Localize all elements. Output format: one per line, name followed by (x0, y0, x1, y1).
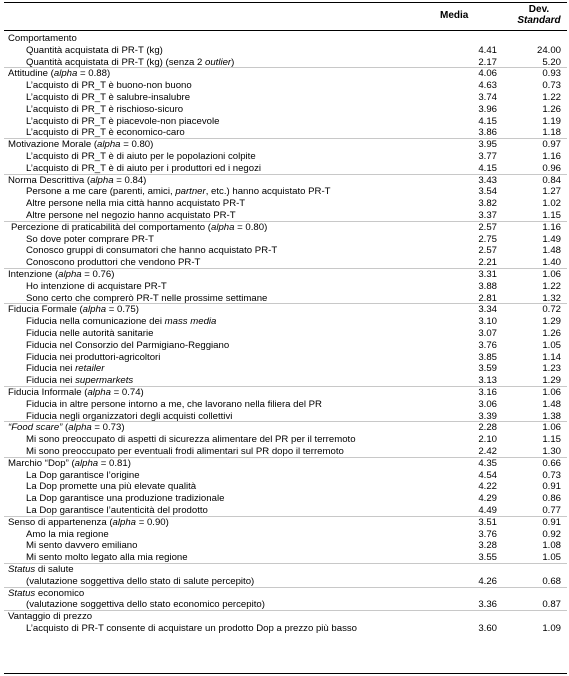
media-value: 3.54 (478, 186, 497, 198)
item-row (0, 529, 569, 540)
group-title-text: Norma Descrittiva ( (8, 174, 91, 186)
group-header-row (0, 304, 569, 315)
media-value: 3.77 (478, 151, 497, 162)
item-label: (valutazione soggettiva dello stato economico percepito) (26, 599, 265, 611)
item-label-italic: partner (175, 186, 206, 198)
item-label: L’acquisto di PR_T è economico-caro (26, 127, 185, 139)
media-value: 3.34 (478, 304, 497, 316)
item-row (0, 293, 569, 304)
dev-standard-value: 1.48 (542, 245, 561, 257)
dev-standard-value: 1.26 (542, 103, 561, 115)
media-value: 3.07 (478, 328, 497, 339)
item-label: Fiducia negli organizzatori degli acquisti collettivi (26, 410, 233, 422)
item-row (0, 352, 569, 363)
alpha-label: alpha (74, 457, 99, 469)
item-row (0, 470, 569, 481)
dev-standard-value: 1.06 (542, 422, 561, 434)
alpha-value: = 0.81) (98, 457, 131, 469)
item-label: Sono certo che comprerò PR-T nelle prossime settimane (26, 292, 268, 304)
dev-standard-value: 1.05 (542, 339, 561, 351)
item-row (0, 127, 569, 138)
dev-standard-value: 1.16 (542, 151, 561, 162)
alpha-label: alpha (97, 139, 121, 151)
dev-standard-value: 1.22 (542, 92, 561, 103)
group-title-italic: Status (8, 564, 36, 575)
dev-standard-value: 0.73 (542, 80, 561, 92)
item-row (0, 375, 569, 386)
item-label: La Dop promette una più elevate qualità (26, 481, 197, 493)
dev-standard-value: 1.06 (542, 387, 561, 398)
dev-standard-value: 1.27 (542, 186, 561, 198)
group-title (8, 269, 114, 280)
group-title-text: Attitudine ( (8, 68, 54, 80)
item-row (0, 340, 569, 351)
alpha-value: = 0.80) (234, 221, 268, 233)
item-row (0, 411, 569, 422)
group-title (8, 588, 84, 599)
column-header-dev-standard (512, 4, 566, 26)
group-title (8, 458, 131, 469)
media-value: 4.06 (478, 68, 497, 80)
item-row (0, 163, 569, 174)
media-value: 3.59 (478, 363, 497, 375)
dev-standard-value: 1.19 (542, 115, 561, 127)
group-title (8, 564, 74, 575)
item-row (0, 363, 569, 374)
alpha-label: alpha (112, 516, 137, 528)
media-value: 3.13 (478, 375, 497, 387)
item-label: Mi sono preoccupato per eventuali frodi alimentari sul PR dopo il terremoto (26, 446, 344, 457)
media-value: 3.60 (478, 623, 497, 634)
media-value: 3.16 (478, 387, 497, 398)
media-value: 4.41 (478, 44, 497, 56)
group-title-text: Marchio “Dop” ( (8, 457, 75, 469)
alpha-label: alpha (82, 304, 107, 316)
table-bottom-rule (4, 673, 567, 674)
group-title (8, 33, 77, 44)
group-header-row (0, 387, 569, 398)
media-value: 4.15 (478, 115, 497, 127)
item-label: L’acquisto di PR_T è di aiuto per i produttori ed i negozi (26, 162, 262, 174)
group-header-row (0, 222, 569, 233)
item-row (0, 257, 569, 268)
media-value: 4.54 (478, 469, 497, 481)
media-value: 3.36 (478, 599, 497, 611)
dev-standard-value: 1.15 (542, 434, 561, 446)
item-row (0, 481, 569, 492)
media-value: 2.28 (478, 422, 497, 434)
dev-standard-value: 1.08 (542, 540, 561, 552)
dev-standard-value: 0.77 (542, 505, 561, 516)
alpha-value: = 0.76) (81, 269, 115, 280)
group-title (8, 517, 169, 528)
item-row (0, 116, 569, 127)
item-label: Fiducia nelle autorità sanitarie (26, 328, 154, 339)
media-value: 2.81 (478, 292, 497, 304)
media-value: 2.10 (478, 434, 497, 446)
dev-standard-value: 1.38 (542, 410, 561, 422)
alpha-value: = 0.73) (91, 422, 125, 434)
media-value: 3.86 (478, 127, 497, 139)
group-header-row (0, 611, 569, 622)
item-label: Conoscono produttori che vendono PR-T (26, 257, 201, 269)
media-value: 4.22 (478, 481, 497, 493)
dev-standard-value: 1.29 (542, 316, 561, 328)
alpha-label: alpha (58, 269, 82, 280)
item-label-italic: supermarkets (75, 375, 134, 387)
group-header-row (0, 458, 569, 469)
item-label: Amo la mia regione (26, 528, 109, 540)
item-label: La Dop garantisce una produzione tradizionale (26, 493, 225, 505)
dev-standard-value: 0.92 (542, 528, 561, 540)
alpha-label: alpha (53, 68, 78, 80)
dev-standard-value: 1.23 (542, 363, 561, 375)
item-row (0, 399, 569, 410)
media-value: 2.21 (478, 257, 497, 269)
group-title (8, 387, 144, 398)
dev-standard-value: 0.72 (542, 304, 561, 316)
dev-standard-value: 1.22 (542, 280, 561, 292)
item-label-italic: retailer (75, 363, 105, 375)
item-row (0, 552, 569, 563)
alpha-value: = 0.74) (110, 387, 144, 398)
group-header-row (0, 139, 569, 150)
media-value: 3.43 (478, 174, 497, 186)
group-title-text: Motivazione Morale ( (8, 139, 98, 151)
item-label (26, 375, 133, 386)
item-label (26, 186, 331, 197)
item-label-italic: mass media (164, 316, 217, 328)
alpha-label: alpha (90, 174, 114, 186)
item-row (0, 316, 569, 327)
item-label: Fiducia nei produttori-agricoltori (26, 351, 161, 363)
item-label (26, 316, 216, 327)
dev-standard-value: 1.09 (542, 623, 561, 634)
media-value: 4.29 (478, 493, 497, 505)
dev-standard-value: 1.16 (542, 221, 561, 233)
alpha-value: = 0.88) (77, 68, 111, 80)
item-label-text: Quantità acquistata di PR-T (kg) (senza 2 (26, 56, 205, 68)
item-label: So dove poter comprare PR-T (26, 233, 154, 245)
column-header-dev-line2: Standard (517, 15, 561, 26)
item-label: Fiducia in altre persone intorno a me, che lavorano nella filiera del PR (26, 398, 322, 410)
dev-standard-value: 0.73 (542, 469, 561, 481)
group-header-row (0, 33, 569, 44)
group-header-row (0, 517, 569, 528)
dev-standard-value: 1.02 (542, 198, 561, 210)
item-row (0, 540, 569, 551)
item-label: L’acquisto di PR_T è buono-non buono (26, 80, 192, 92)
item-label: La Dop garantisce l’origine (26, 469, 140, 481)
dev-standard-value: 0.97 (542, 139, 561, 151)
group-title-text: Percezione di praticabilità del comportamento ( (11, 221, 211, 233)
item-row (0, 234, 569, 245)
media-value: 4.35 (478, 457, 497, 469)
item-row (0, 92, 569, 103)
media-value: 2.57 (478, 245, 497, 257)
media-value: 3.06 (478, 398, 497, 410)
group-header-row (0, 68, 569, 79)
item-row (0, 505, 569, 516)
alpha-value: = 0.84) (113, 174, 147, 186)
media-value: 3.37 (478, 210, 497, 221)
item-row (0, 446, 569, 457)
media-value: 3.95 (478, 139, 497, 151)
alpha-value: = 0.75) (106, 304, 139, 316)
dev-standard-value: 1.26 (542, 328, 561, 339)
media-value: 3.82 (478, 198, 497, 210)
item-label: L’acquisto di PR-T consente di acquistare un prodotto Dop a prezzo più basso (26, 623, 358, 634)
item-label-text: ) (231, 56, 235, 68)
item-label (26, 363, 104, 374)
dev-standard-value: 1.14 (542, 351, 561, 363)
column-header-media: Media (440, 10, 469, 21)
item-label-text: Fiducia nei (26, 375, 76, 387)
media-value: 3.55 (478, 552, 497, 564)
item-row (0, 198, 569, 209)
group-title (8, 304, 139, 315)
dev-standard-value: 0.91 (542, 516, 561, 528)
media-value: 2.17 (478, 56, 497, 68)
group-header-row (0, 564, 569, 575)
group-title (8, 611, 92, 622)
group-title-text: economico (35, 587, 85, 599)
group-title-italic: Status (8, 587, 36, 599)
dev-standard-value: 0.66 (542, 457, 561, 469)
item-label: Mi sono preoccupato di aspetti di sicurezza alimentare del PR per il terremoto (26, 434, 356, 446)
media-value: 3.31 (478, 269, 497, 280)
dev-standard-value: 5.20 (542, 56, 561, 68)
item-label-text: Persone a me care (parenti, amici, (26, 186, 176, 198)
dev-standard-value: 0.87 (542, 599, 561, 611)
dev-standard-value: 1.48 (542, 398, 561, 410)
item-label-text: , etc.) hanno acquistato PR-T (205, 186, 331, 198)
item-label: Conosco gruppi di consumatori che hanno acquistato PR-T (26, 245, 278, 257)
item-label: Mi sento molto legato alla mia regione (26, 552, 188, 564)
alpha-label: alpha (68, 422, 92, 434)
item-label: (valutazione soggettiva dello stato di salute percepito) (26, 575, 255, 587)
dev-standard-value: 1.06 (542, 269, 561, 280)
group-title-text: di salute (35, 564, 74, 575)
item-label-italic: outlier (205, 56, 232, 68)
dev-standard-value: 1.29 (542, 375, 561, 387)
item-label: La Dop garantisce l’autenticità del prodotto (26, 505, 208, 516)
group-title-text: Vantaggio di prezzo (8, 611, 93, 623)
item-label: Quantità acquistata di PR-T (kg) (26, 44, 163, 56)
group-title-text: Senso di appartenenza ( (8, 516, 113, 528)
media-value: 4.49 (478, 505, 497, 516)
dev-standard-value: 0.93 (542, 68, 561, 80)
dev-standard-value: 1.18 (542, 127, 561, 139)
dev-standard-value: 0.91 (542, 481, 561, 493)
media-value: 3.51 (478, 516, 497, 528)
media-value: 3.96 (478, 103, 497, 115)
header-bottom-rule (4, 30, 567, 31)
dev-standard-value: 0.86 (542, 493, 561, 505)
item-row (0, 599, 569, 610)
media-value: 3.10 (478, 316, 497, 328)
media-value: 3.76 (478, 528, 497, 540)
item-row (0, 434, 569, 445)
alpha-value: = 0.80) (120, 139, 154, 151)
item-row (0, 45, 569, 56)
media-value: 4.63 (478, 80, 497, 92)
item-row (0, 186, 569, 197)
item-row (0, 493, 569, 504)
dev-standard-value: 1.15 (542, 210, 561, 221)
group-title-italic: “Food scare” (8, 422, 63, 434)
group-title-text: Intenzione ( (8, 269, 59, 280)
column-header-dev-line1: Dev. (528, 4, 550, 15)
group-header-row (0, 175, 569, 186)
item-label: L’acquisto di PR_T è rischioso-sicuro (26, 103, 184, 115)
group-header-row (0, 588, 569, 599)
media-value: 4.15 (478, 162, 497, 174)
item-row (0, 80, 569, 91)
item-row (0, 576, 569, 587)
item-row (0, 104, 569, 115)
media-value: 2.57 (478, 221, 497, 233)
dev-standard-value: 24.00 (536, 44, 561, 56)
item-row (0, 623, 569, 634)
item-label: L’acquisto di PR_T è piacevole-non piacevole (26, 115, 220, 127)
group-header-row (0, 269, 569, 280)
group-title-text: Fiducia Formale ( (8, 304, 83, 316)
item-label: L’acquisto di PR_T è salubre-insalubre (26, 92, 191, 103)
group-title-text: Fiducia Informale ( (8, 387, 88, 398)
dev-standard-value: 1.05 (542, 552, 561, 564)
dev-standard-value: 1.49 (542, 233, 561, 245)
group-title-text: Comportamento (8, 33, 77, 44)
media-value: 3.85 (478, 351, 497, 363)
dev-standard-value: 0.84 (542, 174, 561, 186)
dev-standard-value: 1.32 (542, 292, 561, 304)
item-row (0, 245, 569, 256)
item-label: Altre persone nel negozio hanno acquistato PR-T (26, 210, 236, 221)
media-value: 2.75 (478, 233, 497, 245)
group-title (11, 222, 267, 233)
dev-standard-value: 1.40 (542, 257, 561, 269)
item-row (0, 151, 569, 162)
media-value: 3.76 (478, 339, 497, 351)
item-label: Ho intenzione di acquistare PR-T (26, 280, 167, 292)
item-label: Fiducia nel Consorzio del Parmigiano-Reggiano (26, 339, 230, 351)
group-title (8, 175, 146, 186)
item-row (0, 210, 569, 221)
media-value: 3.74 (478, 92, 497, 103)
item-label: Mi sento davvero emiliano (26, 540, 138, 552)
media-value: 3.39 (478, 410, 497, 422)
alpha-value: = 0.90) (136, 516, 169, 528)
item-row (0, 328, 569, 339)
media-value: 3.88 (478, 280, 497, 292)
table-top-rule (4, 2, 567, 3)
item-row (0, 57, 569, 68)
media-value: 2.42 (478, 446, 497, 457)
dev-standard-value: 0.68 (542, 575, 561, 587)
item-label-text: Fiducia nella comunicazione dei (26, 316, 165, 328)
alpha-label: alpha (87, 387, 111, 398)
alpha-label: alpha (210, 221, 235, 233)
group-header-row (0, 422, 569, 433)
media-value: 3.28 (478, 540, 497, 552)
item-label (26, 57, 234, 68)
dev-standard-value: 0.96 (542, 162, 561, 174)
media-value: 4.26 (478, 575, 497, 587)
group-title-text: ( (62, 422, 69, 434)
group-title (8, 139, 153, 150)
item-label: Altre persone nella mia città hanno acquistato PR-T (26, 198, 246, 210)
dev-standard-value: 1.30 (542, 446, 561, 457)
item-row (0, 281, 569, 292)
item-label: L’acquisto di PR_T è di aiuto per le popolazioni colpite (26, 151, 256, 162)
group-title (8, 68, 110, 79)
group-title (8, 422, 125, 433)
item-label-text: Fiducia nei (26, 363, 76, 375)
